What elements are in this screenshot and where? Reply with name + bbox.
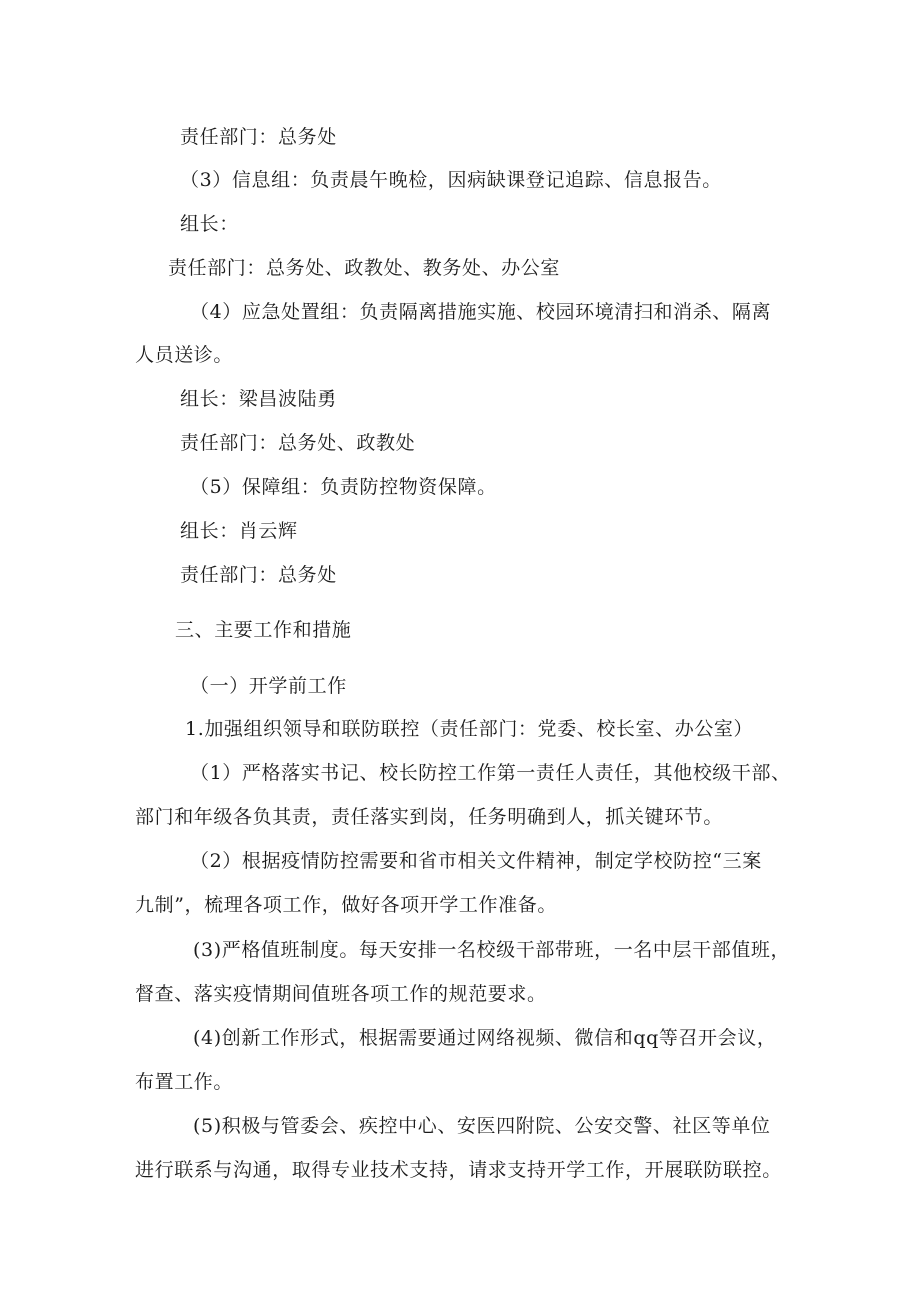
text-line: （2）根据疫情防控需要和省市相关文件精神，制定学校防控“三案 (190, 850, 762, 872)
text-line: 人员送诊。 (135, 344, 234, 366)
text-line: （1）严格落实书记、校长防控工作第一责任人责任，其他校级干部、 (190, 762, 791, 784)
text-line: 组长：肖云辉 (180, 520, 298, 542)
text-line: (5)积极与管委会、疾控中心、安医四附院、公安交警、社区等单位 (193, 1115, 771, 1137)
text-line: （4）应急处置组：负责隔离措施实施、校园环境清扫和消杀、隔离 (190, 301, 772, 323)
text-line: 进行联系与沟通，取得专业技术支持，请求支持开学工作，开展联防联控。 (135, 1159, 782, 1181)
text-line: (4)创新工作形式，根据需要通过网络视频、微信和qq等召开会议， (193, 1027, 777, 1049)
text-line: 组长： (180, 213, 239, 235)
text-line: (3)严格值班制度。每天安排一名校级干部带班，一名中层干部值班， (193, 939, 791, 961)
text-line: （3）信息组：负责晨午晚检，因病缺课登记追踪、信息报告。 (180, 169, 722, 191)
text-line: 布置工作。 (135, 1071, 234, 1093)
section-heading: 三、主要工作和措施 (175, 619, 352, 641)
item-heading: 1.加强组织领导和联防联控（责任部门：党委、校长室、办公室） (185, 718, 754, 740)
text-line: 组长：梁昌波陆勇 (180, 388, 337, 410)
text-line: 督查、落实疫情期间值班各项工作的规范要求。 (135, 983, 547, 1005)
text-line: 责任部门：总务处 (180, 564, 337, 586)
text-line: 责任部门：总务处 (180, 126, 337, 148)
text-line: 责任部门：总务处、政教处 (180, 432, 416, 454)
text-line: 部门和年级各负其责，责任落实到岗，任务明确到人，抓关键环节。 (135, 806, 724, 828)
text-line: 九制”，梳理各项工作，做好各项开学工作准备。 (135, 894, 557, 916)
text-line: （5）保障组：负责防控物资保障。 (190, 476, 497, 498)
text-line: 责任部门：总务处、政教处、教务处、办公室 (168, 257, 561, 279)
subsection-heading: （一）开学前工作 (190, 675, 347, 697)
